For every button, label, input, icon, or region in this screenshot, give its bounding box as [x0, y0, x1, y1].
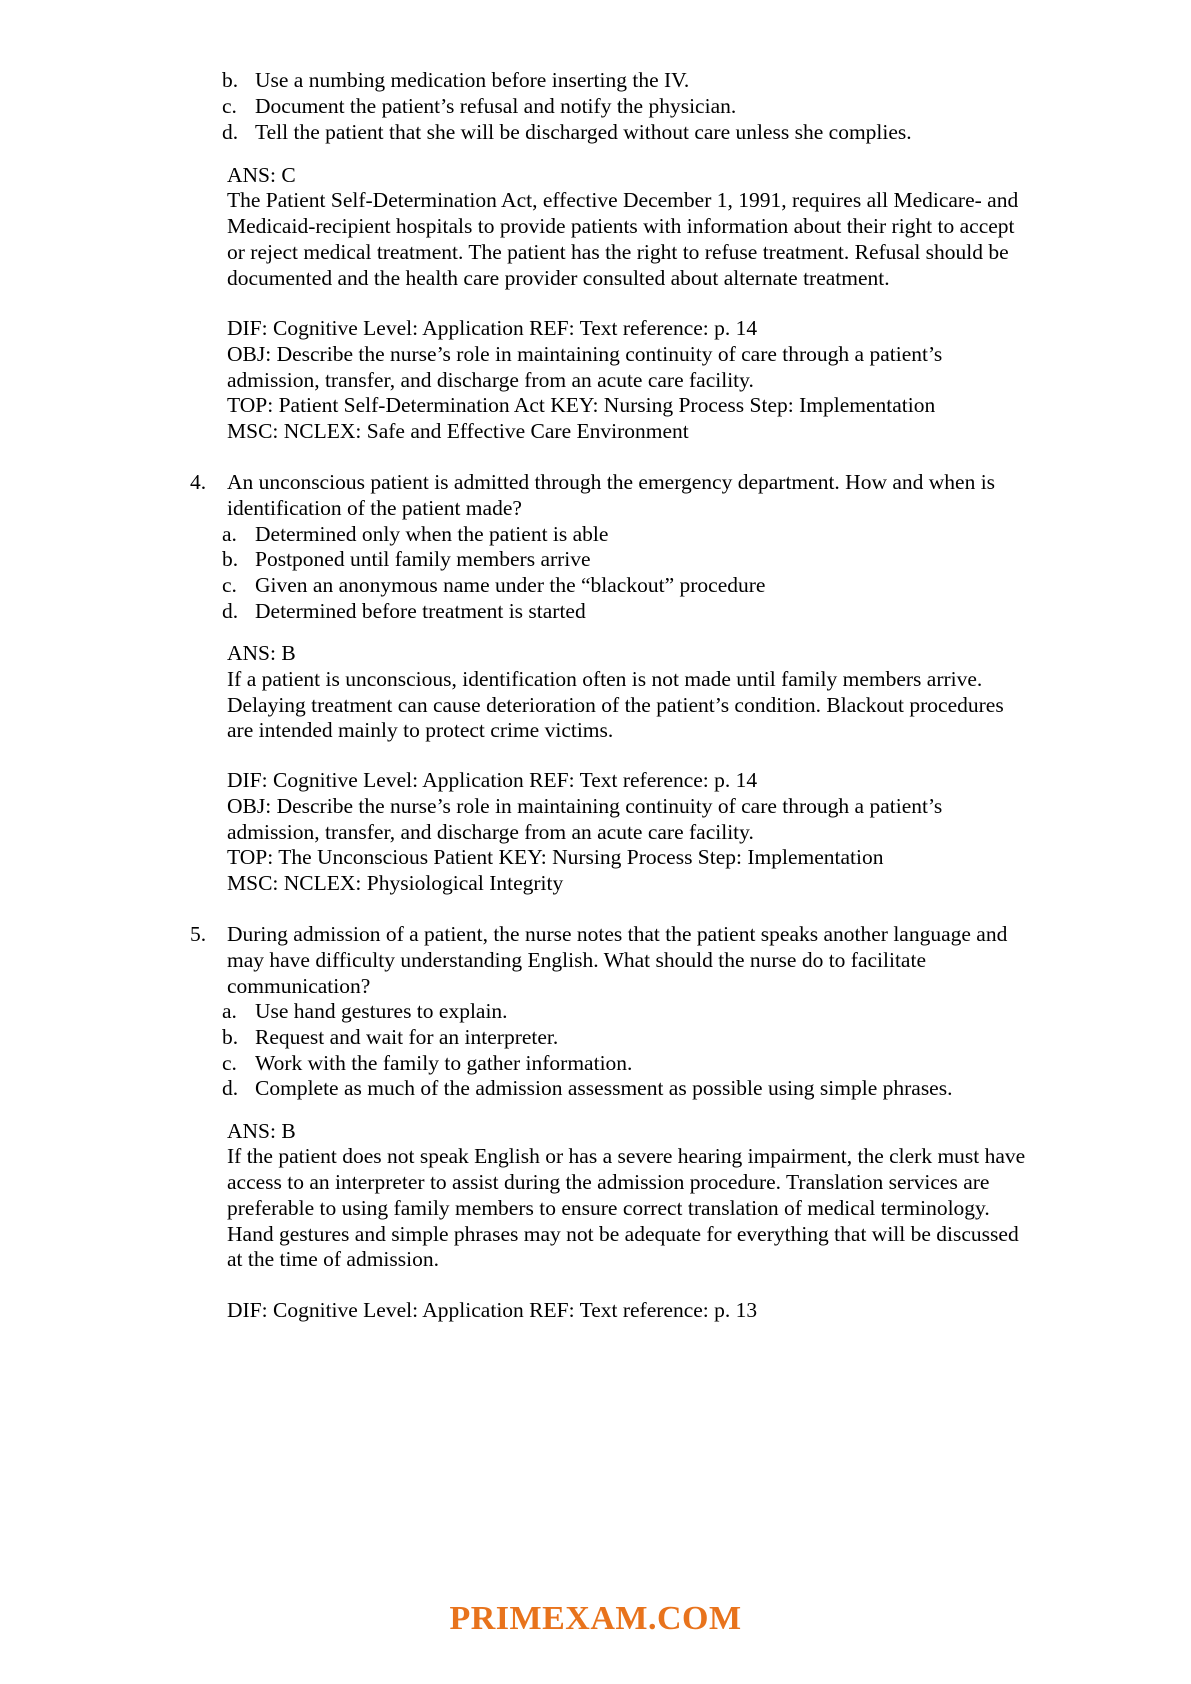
option-letter: b.: [222, 1025, 239, 1049]
key: KEY: Nursing Process Step: Implementation: [550, 393, 936, 417]
option-letter: a.: [222, 522, 237, 546]
option-letter: c.: [222, 573, 237, 597]
objective-line: admission, transfer, and discharge from an acute care facility.: [227, 368, 754, 392]
dif-label: DIF:: [227, 1298, 268, 1322]
option-text: Complete as much of the admission assessment as possible using simple phrases.: [255, 1076, 953, 1100]
dif-label: DIF:: [227, 768, 268, 792]
option-letter: d.: [222, 120, 239, 144]
option-text: Request and wait for an interpreter.: [255, 1025, 559, 1049]
question-stem: During admission of a patient, the nurse notes that the patient speaks another language and: [227, 922, 1008, 946]
footer-watermark: PRIMEXAM.COM: [449, 1600, 742, 1637]
rationale-line: at the time of admission.: [227, 1247, 439, 1271]
msc-line: MSC: NCLEX: Safe and Effective Care Environment: [227, 419, 689, 443]
question-stem: An unconscious patient is admitted through the emergency department. How and when is: [227, 470, 996, 494]
rationale-line: access to an interpreter to assist during the admission procedure. Translation services are: [227, 1170, 990, 1194]
topic: TOP: Patient Self-Determination Act: [227, 393, 545, 417]
objective-line: OBJ: Describe the nurse’s role in maintaining continuity of care through a patient’s: [227, 342, 943, 366]
rationale-line: If a patient is unconscious, identification often is not made until family members arrive.: [227, 667, 983, 691]
rationale-line: Delaying treatment can cause deterioration of the patient’s condition. Blackout procedures: [227, 693, 1004, 717]
question-stem: identification of the patient made?: [227, 496, 522, 520]
metadata-row: [227, 392, 1127, 419]
answer-line: ANS: B: [227, 641, 296, 665]
ref-label: REF:: [529, 316, 575, 340]
ref-value: Text reference: p. 14: [579, 768, 758, 792]
question-number: 4.: [190, 470, 207, 494]
rationale-line: or reject medical treatment. The patient has the right to refuse treatment. Refusal should be: [227, 240, 1009, 264]
dif-value: Cognitive Level: Application: [273, 768, 524, 792]
metadata-row: [227, 315, 1127, 342]
ref-label: REF:: [529, 768, 575, 792]
metadata-row: [227, 1297, 1127, 1324]
rationale-line: Hand gestures and simple phrases may not be adequate for everything that will be discussed: [227, 1222, 1019, 1246]
key: KEY: Nursing Process Step: Implementation: [498, 845, 884, 869]
question-stem: may have difficulty understanding English. What should the nurse do to facilitate: [227, 948, 926, 972]
ref-value: Text reference: p. 14: [579, 316, 758, 340]
msc-line: MSC: NCLEX: Physiological Integrity: [227, 871, 564, 895]
rationale-line: Medicaid-recipient hospitals to provide patients with information about their right to accept: [227, 214, 1015, 238]
question-stem: communication?: [227, 974, 371, 998]
objective-line: admission, transfer, and discharge from an acute care facility.: [227, 820, 754, 844]
dif-label: DIF:: [227, 316, 268, 340]
option-letter: d.: [222, 1076, 239, 1100]
dif-value: Cognitive Level: Application: [273, 1298, 524, 1322]
answer-line: ANS: C: [227, 163, 296, 187]
option-text: Tell the patient that she will be discharged without care unless she complies.: [255, 120, 912, 144]
option-letter: b.: [222, 68, 239, 92]
option-letter: d.: [222, 599, 239, 623]
metadata-row: [227, 767, 1127, 794]
rationale-line: documented and the health care provider consulted about alternate treatment.: [227, 266, 890, 290]
objective-line: OBJ: Describe the nurse’s role in maintaining continuity of care through a patient’s: [227, 794, 943, 818]
rationale-line: are intended mainly to protect crime victims.: [227, 718, 614, 742]
ref-value: Text reference: p. 13: [579, 1298, 758, 1322]
rationale-line: If the patient does not speak English or has a severe hearing impairment, the clerk must have: [227, 1144, 1026, 1168]
rationale-line: The Patient Self-Determination Act, effective December 1, 1991, requires all Medicare- and: [227, 188, 1019, 212]
option-text: Use hand gestures to explain.: [255, 999, 508, 1023]
topic: TOP: The Unconscious Patient: [227, 845, 494, 869]
option-letter: a.: [222, 999, 237, 1023]
option-text: Determined only when the patient is able: [255, 522, 609, 546]
answer-line: ANS: B: [227, 1119, 296, 1143]
option-letter: c.: [222, 94, 237, 118]
option-text: Work with the family to gather information.: [255, 1051, 633, 1075]
option-text: Use a numbing medication before inserting the IV.: [255, 68, 690, 92]
dif-value: Cognitive Level: Application: [273, 316, 524, 340]
ref-label: REF:: [529, 1298, 575, 1322]
option-text: Postponed until family members arrive: [255, 547, 591, 571]
option-text: Given an anonymous name under the “blackout” procedure: [255, 573, 766, 597]
option-letter: b.: [222, 547, 239, 571]
metadata-row: [227, 844, 1127, 871]
rationale-line: preferable to using family members to ensure correct translation of medical terminology.: [227, 1196, 990, 1220]
question-number: 5.: [190, 922, 207, 946]
option-text: Document the patient’s refusal and notify the physician.: [255, 94, 737, 118]
option-text: Determined before treatment is started: [255, 599, 586, 623]
option-letter: c.: [222, 1051, 237, 1075]
